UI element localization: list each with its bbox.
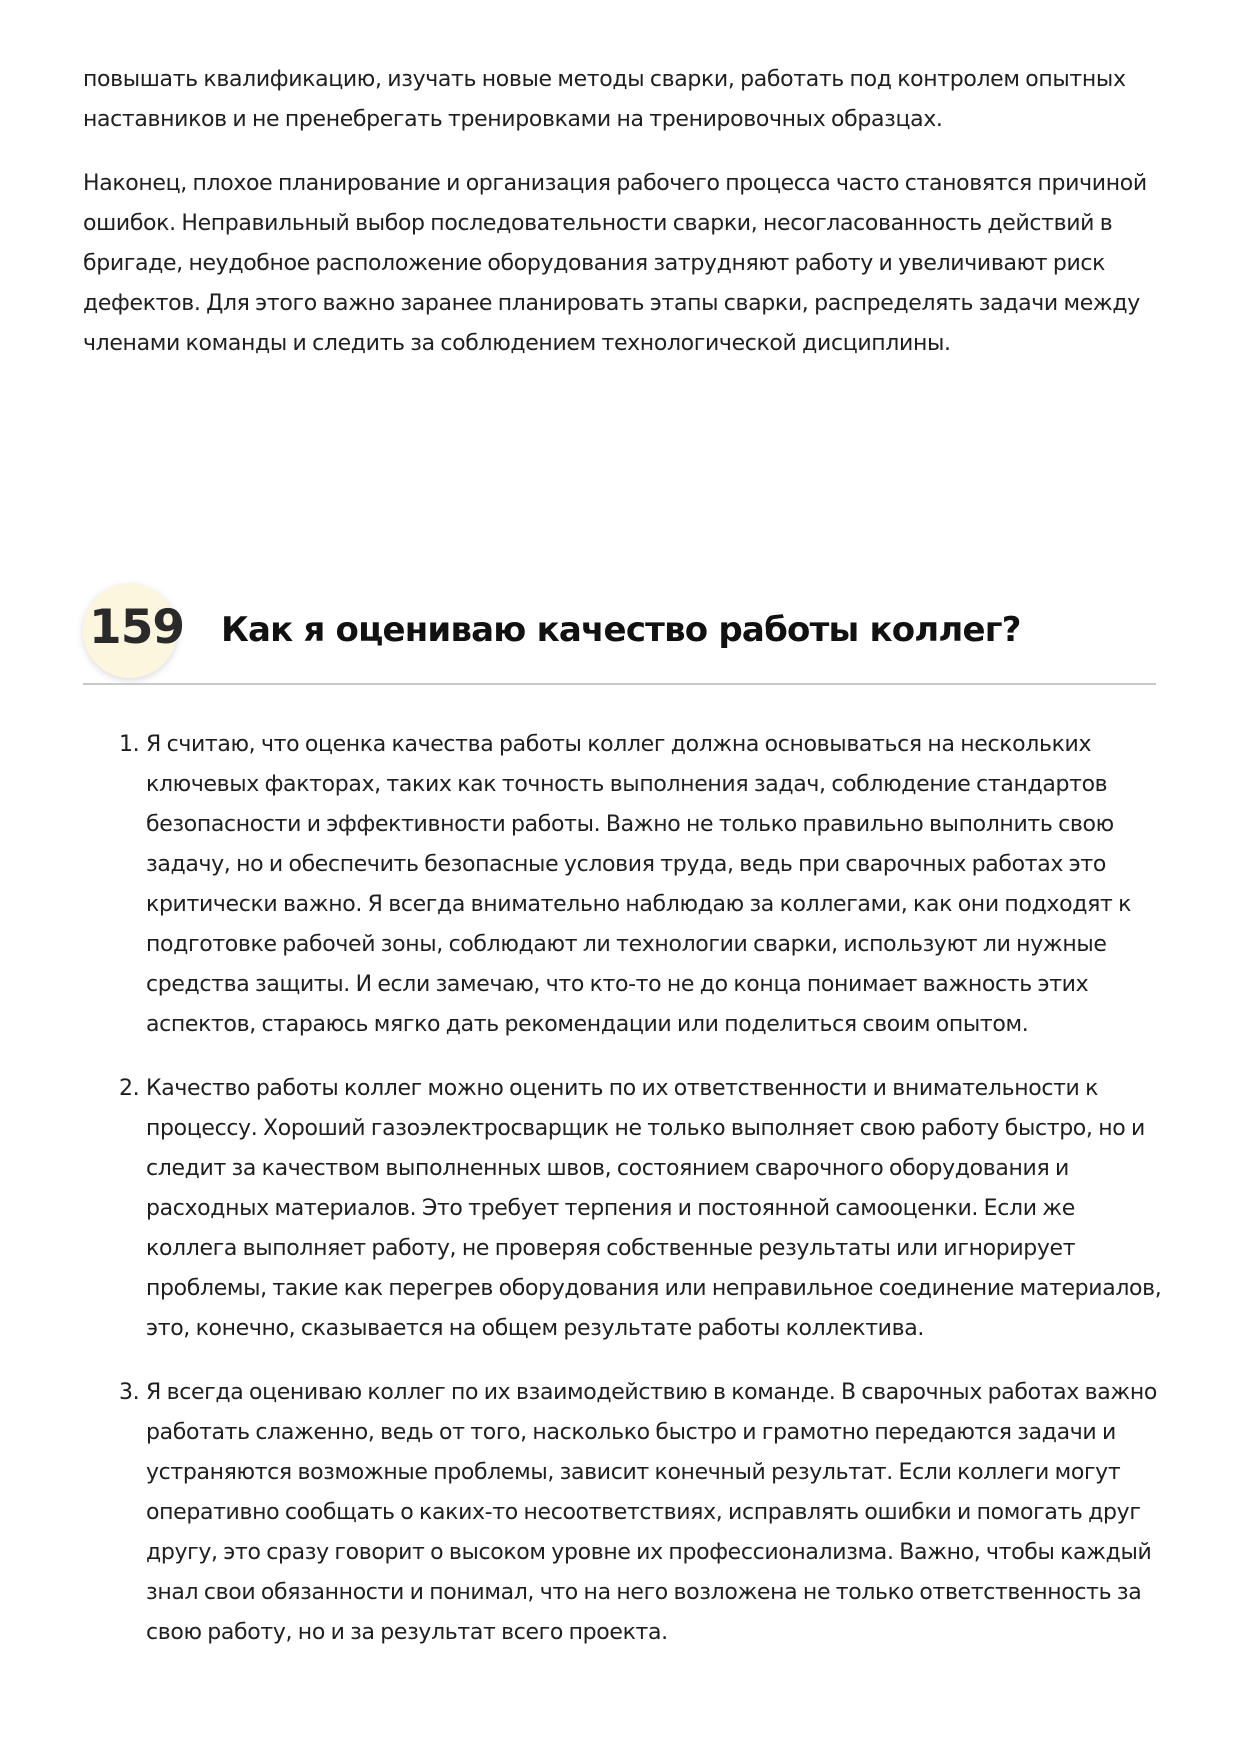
section-number-badge [83,584,185,678]
answer-item-1 [83,725,1163,1045]
section-divider [83,683,1156,685]
answer-number: 3. [119,1380,140,1405]
intro-paragraph-2: Наконец, плохое планирование и организация рабочего процесса часто становятся причиной ошибок. Неправильный выбор последовательности сварки, несогласованность действий в бригаде, неудобное расположение оборудования затрудняют работу и увеличивают риск дефектов. Для этого важно заранее планировать этапы сварки, распределять задачи между членами команды и следить за соблюдением технологической дисциплины. [83,171,1147,356]
answer-number: 2. [119,1076,140,1101]
section-header [83,584,1156,684]
answer-item-2 [83,1069,1163,1349]
answer-list [83,725,1163,1677]
answer-item-3 [83,1373,1163,1653]
section-title: Как я оцениваю качество работы коллег? [221,610,1021,650]
answer-text: Я считаю, что оценка качества работы коллег должна основываться на нескольких ключевых факторах, таких как точность выполнения задач, соблюдение стандартов безопасности и эффективности работы. Важно не только правильно выполнить свою задачу, но и обеспечить безопасные условия труда, ведь при сварочных работах это критически важно. Я всегда внимательно наблюдаю за коллегами, как они подходят к подготовке рабочей зоны, соблюдают ли технологии сварки, используют ли нужные средства защиты. И если замечаю, что кто-то не до конца понимает важность этих аспектов, стараюсь мягко дать рекомендации или поделиться своим опытом. [146,732,1132,1037]
answer-text: Я всегда оцениваю коллег по их взаимодействию в команде. В сварочных работах важно работать слаженно, ведь от того, насколько быстро и грамотно передаются задачи и устраняются возможные проблемы, зависит конечный результат. Если коллеги могут оперативно сообщать о каких-то несоответствиях, исправлять ошибки и помогать друг другу, это сразу говорит о высоком уровне их профессионализма. Важно, чтобы каждый знал свои обязанности и понимал, что на него возложена не только ответственность за свою работу, но и за результат всего проекта. [146,1380,1157,1645]
intro-paragraph-1: повышать квалификацию, изучать новые методы сварки, работать под контролем опытных наставников и не пренебрегать тренировками на тренировочных образцах. [83,67,1126,132]
answer-text: Качество работы коллег можно оценить по их ответственности и внимательности к процессу. Хороший газоэлектросварщик не только выполняет свою работу быстро, но и следит за качеством выполненных швов, состоянием сварочного оборудования и расходных материалов. Это требует терпения и постоянной самооценки. Если же коллега выполняет работу, не проверяя собственные результаты или игнорирует проблемы, такие как перегрев оборудования или неправильное соединение материалов, это, конечно, сказывается на общем результате работы коллектива. [146,1076,1162,1341]
answer-number: 1. [119,732,140,757]
section-number: 159 [89,600,185,655]
